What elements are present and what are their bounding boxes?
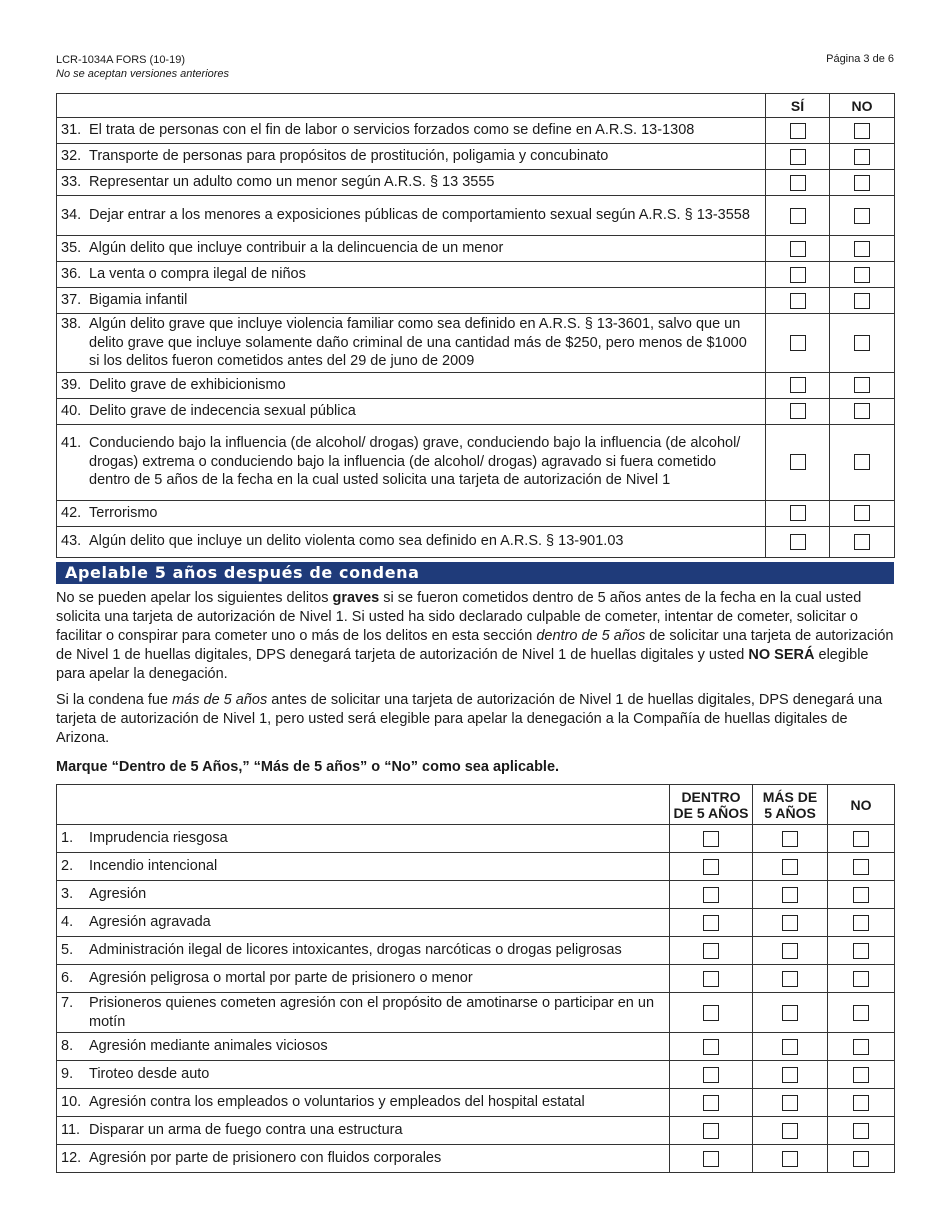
within-5-years-cell [670,853,753,881]
no-cell [830,262,895,288]
table-row [57,1033,895,1061]
no-cell [828,1089,895,1117]
no-checkbox[interactable] [853,1039,869,1055]
no-checkbox[interactable] [853,943,869,959]
offense-cell [57,1089,670,1117]
item-text: Agresión peligrosa o mortal por parte de prisionero o menor [89,970,473,987]
offense-cell [57,196,766,236]
yes-cell [766,170,830,196]
over-5-years-cell [753,993,828,1033]
no-checkbox[interactable] [854,505,870,521]
no-checkbox[interactable] [853,1067,869,1083]
item-number: 43. [61,533,82,550]
item-text: Agresión agravada [89,914,211,931]
table-row [57,262,895,288]
no-cell [828,909,895,937]
over-5-years-cell [753,909,828,937]
col-no-header: NO [830,94,895,118]
over-5-years-checkbox[interactable] [782,887,798,903]
offense-cell [57,1061,670,1089]
table-row [57,144,895,170]
yes-checkbox[interactable] [790,534,806,550]
item-number: 1. [61,830,74,847]
no-checkbox[interactable] [853,1151,869,1167]
no-checkbox[interactable] [854,293,870,309]
item-text: Incendio intencional [89,858,218,875]
item-text: Tiroteo desde auto [89,1066,210,1083]
within-5-years-cell [670,937,753,965]
item-text: Dejar entrar a los menores a exposiciones públicas de comportamiento sexual según A.R.S. § 13-3558 [89,207,750,224]
table-row [57,288,895,314]
no-cell [830,500,895,526]
over-5-years-cell [753,965,828,993]
no-cell [830,288,895,314]
item-text: Algún delito grave que incluye violencia familiar como sea definido en A.R.S. § 13-3601, salvo que un delito grave que incluye solamente daño criminal de una cantidad más de $250, pero menos de $1000 si los delitos fueron cometidos antes del 29 de juno de 2009 [89,316,747,369]
item-number: 39. [61,376,82,393]
text-run: Si la condena fue [56,692,173,708]
item-text: Disparar un arma de fuego contra una estructura [89,1122,403,1139]
no-checkbox[interactable] [854,175,870,191]
header-line: DE 5 AÑOS [673,804,749,821]
item-number: 9. [61,1066,74,1083]
no-cell [830,526,895,557]
within-5-years-checkbox[interactable] [703,1005,719,1021]
item-number: 41. [61,435,82,452]
no-checkbox[interactable] [854,534,870,550]
no-checkbox[interactable] [853,1005,869,1021]
no-cell [830,372,895,398]
no-checkbox[interactable] [853,915,869,931]
within-5-years-checkbox[interactable] [703,1095,719,1111]
form-code: LCR-1034A FORS (10-19) [56,54,185,66]
offense-cell [57,170,766,196]
offense-cell [57,1117,670,1145]
yes-cell [766,314,830,373]
no-checkbox[interactable] [854,149,870,165]
within-5-years-cell [670,965,753,993]
yes-cell [766,144,830,170]
over-5-years-checkbox[interactable] [782,1151,798,1167]
table-row [57,170,895,196]
offense-cell [57,398,766,424]
item-text: Conduciendo bajo la influencia (de alcohol/ drogas) grave, conduciendo bajo la influencia (de alcohol/ drogas) extrema o conduciendo bajo la influencia (de alcohol/ drogas) agravado si fuera cometido dentro de 5 años de la fecha en la cual usted solicita una tarjeta de autorización de Nivel 1 [89,435,741,489]
item-number: 40. [61,402,82,419]
item-text: Algún delito que incluye un delito violenta como sea definido en A.R.S. § 13-901.03 [89,533,624,550]
within-5-years-checkbox[interactable] [703,831,719,847]
no-cell [828,993,895,1033]
table-row [57,1061,895,1089]
offense-cell [57,236,766,262]
over-5-years-checkbox[interactable] [782,1067,798,1083]
yes-cell [766,262,830,288]
no-checkbox[interactable] [854,335,870,351]
over-5-years-cell [753,1089,828,1117]
table-row [57,965,895,993]
item-text: Agresión por parte de prisionero con fluidos corporales [89,1150,442,1167]
item-number: 8. [61,1038,74,1055]
table-row [57,314,895,373]
form-note: No se aceptan versiones anteriores [56,68,230,80]
no-checkbox[interactable] [853,1123,869,1139]
header-line: MÁS DE [762,788,818,805]
table-row [57,372,895,398]
table-row [57,526,895,557]
item-text: Representar un adulto como un menor según A.R.S. § 13 3555 [89,174,495,191]
text-run: antes de solicitar una tarjeta de autorización de Nivel 1 de huellas digitales, DPS denegará una tarjeta de autorización de Nivel 1, pero usted será elegible para apelar la denegación a la Compañía de huellas digitales de Arizona. [56,692,883,746]
yes-cell [766,236,830,262]
table-row [57,825,895,853]
offense-cell [57,1033,670,1061]
within-5-years-checkbox[interactable] [703,887,719,903]
within-5-years-cell [670,993,753,1033]
item-text: Agresión contra los empleados o voluntarios y empleados del hospital estatal [89,1094,585,1111]
over-5-years-checkbox[interactable] [782,1005,798,1021]
over-5-years-cell [753,881,828,909]
within-5-years-cell [670,1117,753,1145]
item-number: 35. [61,240,82,257]
table-row [57,1117,895,1145]
no-checkbox[interactable] [853,971,869,987]
text-run: elegible para apelar la denegación. [56,647,869,682]
over-5-years-cell [753,937,828,965]
item-text: Agresión mediante animales viciosos [89,1038,328,1055]
form-header [56,53,229,81]
no-cell [828,853,895,881]
no-cell [830,144,895,170]
offense-cell [57,424,766,500]
offense-cell [57,526,766,557]
table-row [57,881,895,909]
table-row [57,196,895,236]
header-blank [57,785,670,825]
page-number: Página 3 de 6 [826,53,894,65]
offense-cell [57,881,670,909]
table-row [57,993,895,1033]
item-text: Bigamia infantil [89,292,188,309]
over-5-years-checkbox[interactable] [782,915,798,931]
no-cell [828,937,895,965]
no-checkbox[interactable] [853,831,869,847]
over-5-years-checkbox[interactable] [782,1123,798,1139]
item-text: Agresión [89,886,147,903]
offense-cell [57,1145,670,1173]
header-line: DENTRO [681,788,741,805]
header-line: 5 AÑOS [764,804,816,821]
offense-cell [57,262,766,288]
no-checkbox[interactable] [853,1095,869,1111]
yes-cell [766,196,830,236]
text-run-bold: NO SERÁ [748,647,815,663]
table-row [57,500,895,526]
over-5-years-cell [753,1033,828,1061]
item-text: Terrorismo [89,504,158,521]
item-number: 4. [61,914,74,931]
table-row [57,398,895,424]
text-run: de solicitar una tarjeta de autorización de Nivel 1 de huellas digitales, DPS denegará tarjeta de autorización de Nivel 1 de huellas digitales y usted [56,628,894,663]
no-cell [828,881,895,909]
within-5-years-checkbox[interactable] [703,1067,719,1083]
no-cell [830,170,895,196]
yes-checkbox[interactable] [790,454,806,470]
over-5-years-cell [753,825,828,853]
over-5-years-checkbox[interactable] [782,859,798,875]
item-text: Transporte de personas para propósitos de prostitución, poligamia y concubinato [89,148,609,165]
col-within-5-header [670,785,753,825]
yes-checkbox[interactable] [790,403,806,419]
col-yes-header: SÍ [766,94,830,118]
yes-cell [766,372,830,398]
yes-checkbox[interactable] [790,335,806,351]
item-text: Prisioneros quienes cometen agresión con el propósito de amotinarse o participar en un motín [89,995,655,1030]
yes-checkbox[interactable] [790,267,806,283]
item-number: 5. [61,942,74,959]
table-row [57,909,895,937]
col-no-header: NO [828,785,895,825]
col-over-5-header [753,785,828,825]
within-5-years-checkbox[interactable] [703,1039,719,1055]
offense-cell [57,372,766,398]
item-number: 38. [61,316,82,332]
item-number: 12. [61,1150,82,1167]
no-cell [830,314,895,373]
header-blank [57,94,766,118]
no-cell [828,1033,895,1061]
within-5-years-checkbox[interactable] [703,859,719,875]
within-5-years-cell [670,881,753,909]
offense-cell [57,144,766,170]
over-5-years-cell [753,1061,828,1089]
section-banner [56,562,894,584]
no-cell [830,398,895,424]
item-number: 33. [61,174,82,191]
over-5-years-cell [753,1117,828,1145]
over-5-years-checkbox[interactable] [782,943,798,959]
table-row [57,118,895,144]
yes-checkbox[interactable] [790,123,806,139]
within-5-years-cell [670,1061,753,1089]
no-checkbox[interactable] [854,403,870,419]
over-5-years-checkbox[interactable] [782,1095,798,1111]
yes-checkbox[interactable] [790,293,806,309]
no-checkbox[interactable] [854,454,870,470]
item-text: La venta o compra ilegal de niños [89,266,306,283]
offense-cell [57,500,766,526]
item-number: 10. [61,1094,82,1111]
no-cell [828,1117,895,1145]
no-cell [828,1061,895,1089]
yes-checkbox[interactable] [790,241,806,257]
yes-cell [766,118,830,144]
item-number: 2. [61,858,74,875]
item-text: Algún delito que incluye contribuir a la delincuencia de un menor [89,240,504,257]
item-text: Imprudencia riesgosa [89,830,228,847]
within-5-years-cell [670,1089,753,1117]
yes-cell [766,500,830,526]
no-checkbox[interactable] [854,123,870,139]
over-5-years-checkbox[interactable] [782,1039,798,1055]
offense-cell [57,288,766,314]
no-cell [828,965,895,993]
yes-checkbox[interactable] [790,175,806,191]
yes-checkbox[interactable] [790,149,806,165]
text-run: si se fueron cometidos dentro de 5 años antes de la fecha en la cual usted solicita una tarjeta de autorización de Nivel 1. Si usted ha sido declarado culpable de cometer, intentar de cometer, solicitar o facilitar o conspirar para cometer uno o más de los delitos en esta sección [56,590,862,644]
item-number: 37. [61,292,82,309]
over-5-years-cell [753,853,828,881]
yes-cell [766,526,830,557]
within-5-years-checkbox[interactable] [703,1151,719,1167]
table-row [57,236,895,262]
over-5-years-checkbox[interactable] [782,831,798,847]
within-5-years-cell [670,1145,753,1173]
offense-cell [57,853,670,881]
yes-checkbox[interactable] [790,208,806,224]
item-number: 11. [61,1122,81,1139]
item-number: 32. [61,148,82,165]
table-row [57,937,895,965]
offense-cell [57,965,670,993]
text-run-bold: graves [332,590,380,606]
offense-table-1 [56,93,895,558]
instruction-text: Marque “Dentro de 5 Años,” “Más de 5 años” o “No” como sea aplicable. [56,759,560,775]
no-checkbox[interactable] [854,377,870,393]
over-5-years-cell [753,1145,828,1173]
offense-table-2 [56,784,895,1173]
offense-cell [57,937,670,965]
within-5-years-cell [670,909,753,937]
no-cell [830,118,895,144]
item-text: El trata de personas con el fin de labor o servicios forzados como se define en A.R.S. 13-1308 [89,122,695,139]
no-cell [828,1145,895,1173]
within-5-years-cell [670,825,753,853]
within-5-years-checkbox[interactable] [703,943,719,959]
item-number: 6. [61,970,74,987]
item-number: 42. [61,504,82,521]
yes-checkbox[interactable] [790,377,806,393]
no-cell [830,236,895,262]
text-run-italic: dentro de 5 años [536,628,646,644]
offense-cell [57,993,670,1033]
within-5-years-checkbox[interactable] [703,971,719,987]
table-row [57,853,895,881]
text-run: No se pueden apelar los siguientes delitos [56,590,333,606]
yes-checkbox[interactable] [790,505,806,521]
no-cell [828,825,895,853]
section-paragraph-2 [56,691,894,748]
item-text: Delito grave de indecencia sexual pública [89,402,356,419]
item-number: 3. [61,886,74,903]
within-5-years-cell [670,1033,753,1061]
yes-cell [766,424,830,500]
no-checkbox[interactable] [854,267,870,283]
within-5-years-checkbox[interactable] [703,1123,719,1139]
over-5-years-checkbox[interactable] [782,971,798,987]
no-cell [830,424,895,500]
offense-cell [57,118,766,144]
offense-cell [57,825,670,853]
item-text: Delito grave de exhibicionismo [89,376,286,393]
table-row [57,1089,895,1117]
table-row [57,1145,895,1173]
item-number: 34. [61,207,82,224]
offense-cell [57,909,670,937]
item-text: Administración ilegal de licores intoxicantes, drogas narcóticas o drogas peligrosas [89,942,622,959]
no-checkbox[interactable] [854,208,870,224]
text-run-italic: más de 5 años [172,692,268,708]
section-paragraph-1 [56,589,894,684]
no-checkbox[interactable] [853,859,869,875]
item-number: 31. [61,122,82,139]
yes-cell [766,288,830,314]
no-checkbox[interactable] [853,887,869,903]
item-number: 36. [61,266,82,283]
no-cell [830,196,895,236]
offense-cell [57,314,766,373]
within-5-years-checkbox[interactable] [703,915,719,931]
table-row [57,424,895,500]
item-number: 7. [61,995,74,1011]
yes-cell [766,398,830,424]
no-checkbox[interactable] [854,241,870,257]
section-title: Apelable 5 años después de condena [65,563,420,582]
